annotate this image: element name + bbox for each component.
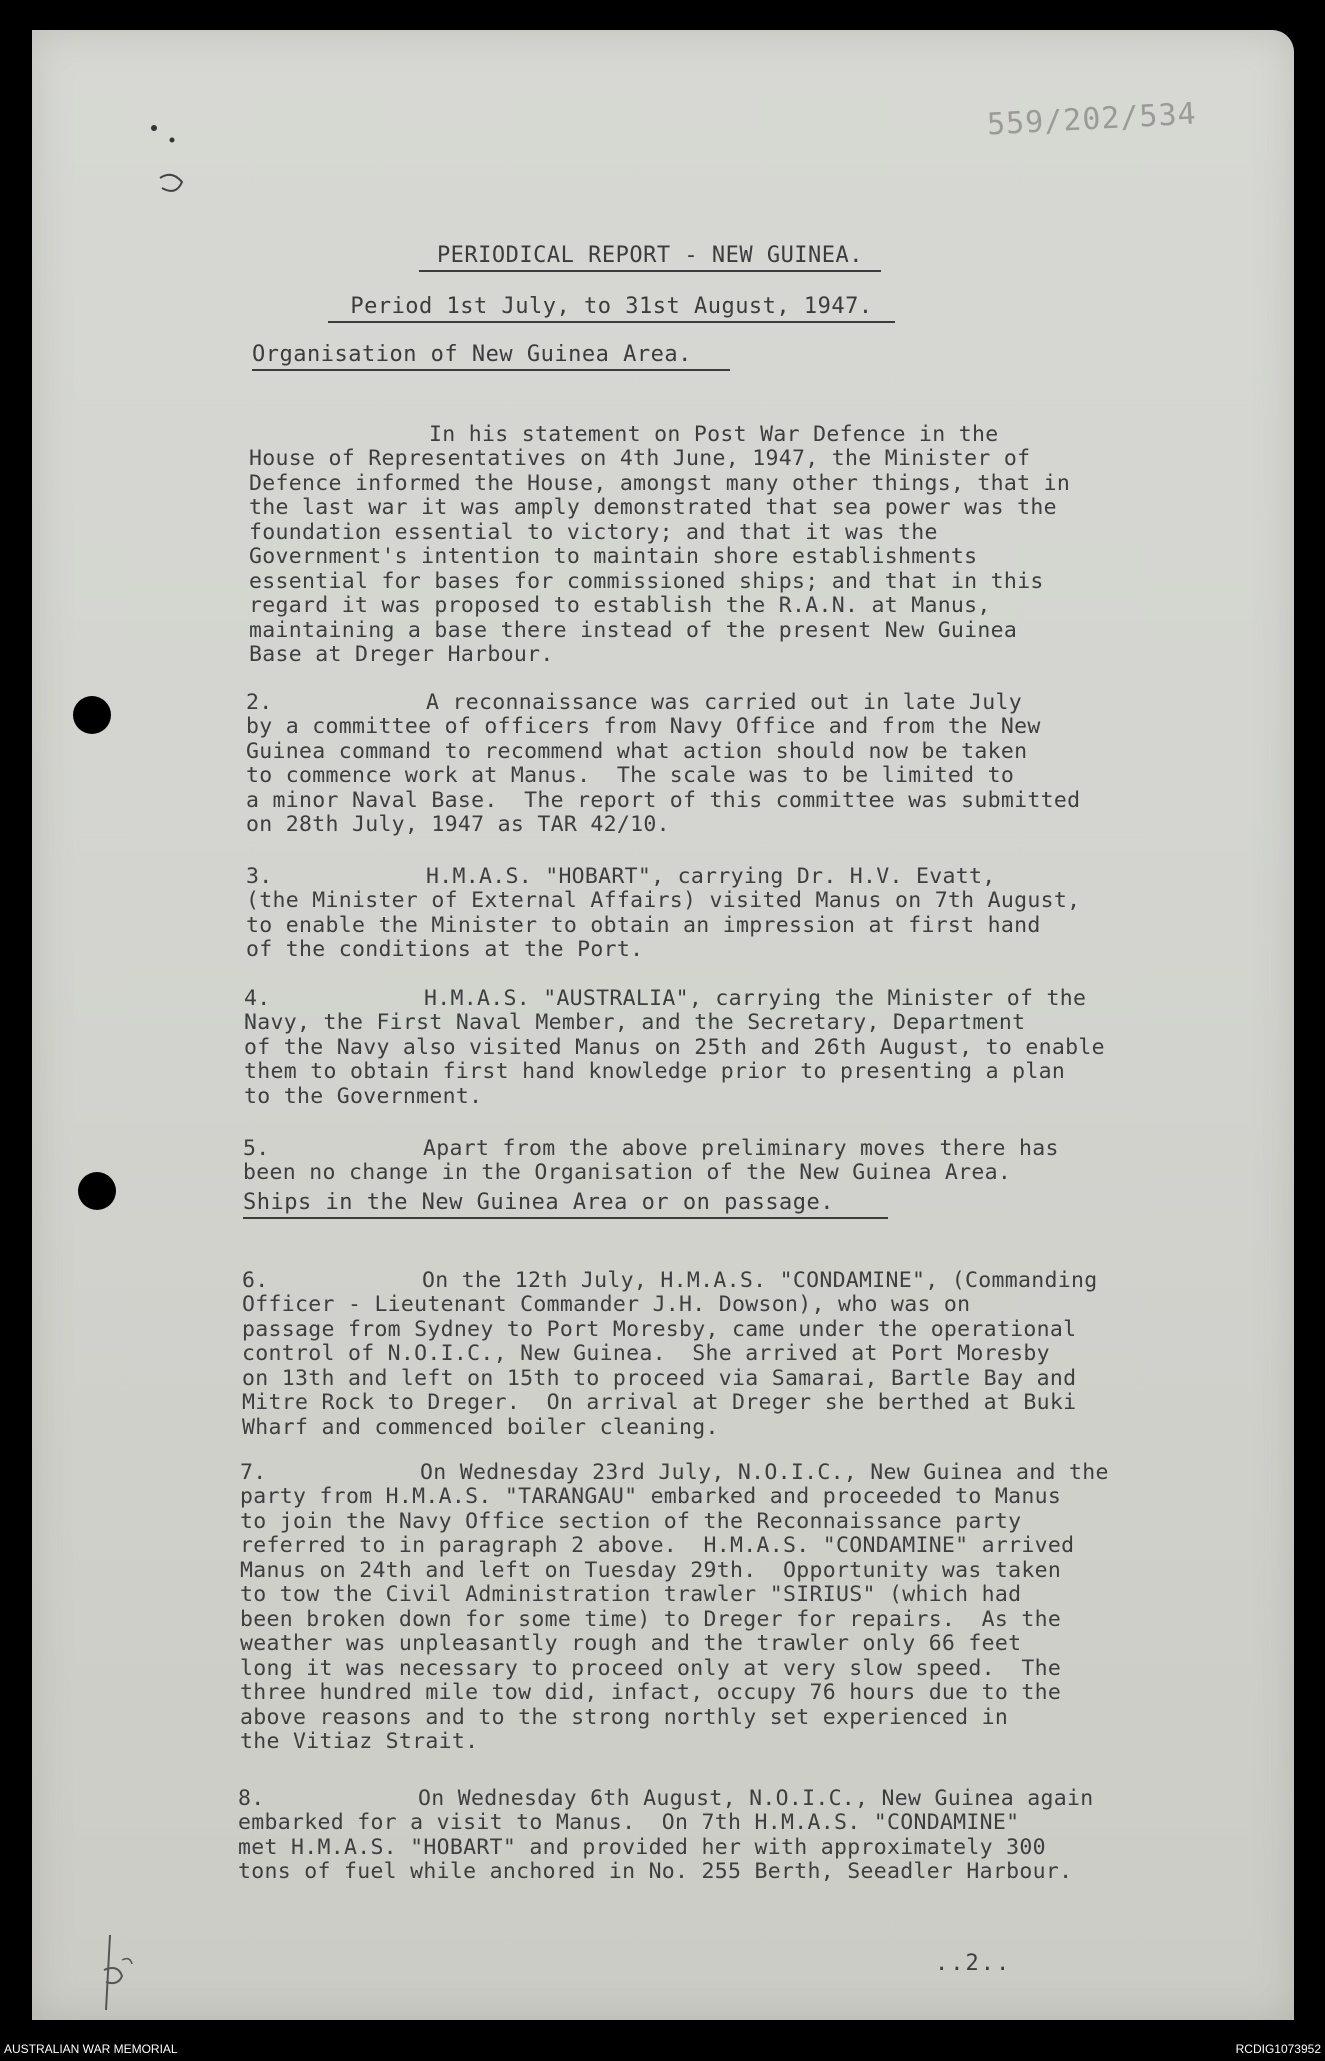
- paragraph-line: Apart from the above preliminary moves there has: [423, 1135, 1059, 1161]
- paragraph-line: to the Government.: [244, 1083, 483, 1109]
- paragraph-line: Base at Dreger Harbour.: [249, 642, 554, 667]
- paragraph-line: Manus on 24th and left on Tuesday 29th. Opportunity was taken: [240, 1557, 1062, 1583]
- report-period: Period 1st July, to 31st August, 1947.: [328, 294, 895, 323]
- paragraph-line: Government's intention to maintain shore establishments: [249, 544, 978, 569]
- paragraph-line: In his statement on Post War Defence in the: [429, 421, 999, 447]
- paragraph-line: control of N.O.I.C., New Guinea. She arrived at Port Moresby: [242, 1341, 1050, 1366]
- paragraph-4: [244, 962, 1105, 1134]
- paragraph-line: Wharf and commenced boiler cleaning.: [242, 1414, 719, 1440]
- paragraph-line: (the Minister of External Affairs) visited Manus on 7th August,: [246, 888, 1081, 913]
- paragraph-line: Guinea command to recommend what action should now be taken: [246, 738, 1028, 764]
- paragraph-line: maintaining a base there instead of the present New Guinea: [249, 617, 1018, 643]
- paragraph-line: weather was unpleasantly rough and the trawler only 66 feet: [240, 1631, 1022, 1656]
- paragraph-line: of the Navy also visited Manus on 25th and 26th August, to enable: [244, 1034, 1105, 1060]
- paragraph-8: [238, 1762, 1093, 1909]
- paragraph-line: met H.M.A.S. "HOBART" and provided her with approximately 300: [238, 1834, 1046, 1860]
- paragraph-line: to tow the Civil Administration trawler "SIRIUS" (which had: [240, 1582, 1022, 1607]
- archive-name: AUSTRALIAN WAR MEMORIAL: [4, 2042, 178, 2056]
- paragraph-line: them to obtain first hand knowledge prior to presenting a plan: [244, 1059, 1066, 1084]
- paragraph-number: 7.: [240, 1459, 267, 1485]
- paragraph-line: a minor Naval Base. The report of this committee was submitted: [246, 787, 1081, 813]
- paragraph-line: been no change in the Organisation of the New Guinea Area.: [243, 1160, 1012, 1185]
- archive-footer-bar: [0, 2037, 1325, 2061]
- paragraph-line: been broken down for some time) to Dreger for repairs. As the: [240, 1606, 1062, 1632]
- paragraph-line: H.M.A.S. "HOBART", carrying Dr. H.V. Evatt,: [426, 863, 996, 889]
- paragraph-line: foundation essential to victory; and that it was the: [249, 519, 938, 545]
- paragraph-line: on 28th July, 1947 as TAR 42/10.: [246, 812, 670, 837]
- paragraph-line: to enable the Minister to obtain an impression at first hand: [246, 912, 1041, 938]
- paragraph-line: Mitre Rock to Dreger. On arrival at Dreger she berthed at Buki: [242, 1390, 1077, 1415]
- paragraph-line: tons of fuel while anchored in No. 255 Berth, Seeadler Harbour.: [238, 1859, 1073, 1884]
- section-heading-organisation: Organisation of New Guinea Area.: [252, 342, 730, 371]
- archive-record-id: RCDIG1073952: [1235, 2042, 1321, 2056]
- paragraph-line: to join the Navy Office section of the Reconnaissance party: [240, 1508, 1022, 1534]
- paragraph-line: of the conditions at the Port.: [246, 937, 644, 962]
- paragraph-line: On Wednesday 23rd July, N.O.I.C., New Guinea and the: [420, 1459, 1109, 1485]
- document-title: PERIODICAL REPORT - NEW GUINEA.: [419, 243, 881, 272]
- paragraph-line: by a committee of officers from Navy Office and from the New: [246, 714, 1041, 739]
- paragraph-line: regard it was proposed to establish the R.A.N. at Manus,: [249, 593, 991, 618]
- paragraph-line: H.M.A.S. "AUSTRALIA", carrying the Minister of the: [424, 985, 1087, 1011]
- paragraph-line: above reasons and to the strong northly set experienced in: [240, 1704, 1009, 1730]
- punch-hole-bottom: [78, 1172, 116, 1210]
- paragraph-1: [249, 398, 1070, 692]
- paragraph-number: 5.: [243, 1135, 270, 1161]
- paragraph-line: embarked for a visit to Manus. On 7th H.M.A.S. "CONDAMINE": [238, 1810, 1020, 1835]
- paragraph-number: 2.: [246, 689, 273, 715]
- paragraph-line: three hundred mile tow did, infact, occupy 76 hours due to the: [240, 1680, 1062, 1705]
- page-continuation: ..2..: [935, 1951, 1012, 1976]
- paragraph-line: party from H.M.A.S. "TARANGAU" embarked and proceeded to Manus: [240, 1484, 1062, 1509]
- paragraph-line: passage from Sydney to Port Moresby, came under the operational: [242, 1316, 1077, 1342]
- paragraph-7: [240, 1436, 1109, 1779]
- pencil-annotation-mark: [100, 1930, 150, 2020]
- paragraph-line: referred to in paragraph 2 above. H.M.A.S. "CONDAMINE" arrived: [240, 1533, 1075, 1558]
- paragraph-line: On the 12th July, H.M.A.S. "CONDAMINE", (Commanding: [422, 1267, 1098, 1293]
- paragraph-number: 8.: [238, 1785, 265, 1811]
- document-page: [32, 30, 1294, 2020]
- paragraph-line: the last war it was amply demonstrated that sea power was the: [249, 495, 1057, 520]
- reference-number: 559/202/534: [986, 96, 1198, 143]
- paragraph-line: to commence work at Manus. The scale was to be limited to: [246, 763, 1015, 788]
- paragraph-line: long it was necessary to proceed only at very slow speed. The: [240, 1655, 1062, 1681]
- ink-smudge-mark: [142, 118, 202, 228]
- paragraph-2: [246, 666, 1080, 862]
- punch-hole-top: [73, 696, 111, 734]
- paragraph-line: essential for bases for commissioned ships; and that in this: [249, 568, 1044, 594]
- paragraph-line: Navy, the First Naval Member, and the Secretary, Department: [244, 1010, 1026, 1035]
- paragraph-line: On Wednesday 6th August, N.O.I.C., New Guinea again: [418, 1785, 1094, 1811]
- paragraph-line: the Vitiaz Strait.: [240, 1729, 479, 1754]
- paragraph-line: A reconnaissance was carried out in late July: [426, 689, 1022, 715]
- paragraph-line: on 13th and left on 15th to proceed via Samarai, Bartle Bay and: [242, 1365, 1077, 1391]
- paragraph-number: 6.: [242, 1267, 269, 1293]
- paragraph-line: Defence informed the House, amongst many other things, that in: [249, 470, 1071, 496]
- paragraph-line: House of Representatives on 4th June, 1947, the Minister of: [249, 446, 1031, 471]
- section-heading-ships: Ships in the New Guinea Area or on passage.: [243, 1190, 888, 1219]
- paragraph-6: [242, 1244, 1097, 1465]
- paragraph-number: 3.: [246, 863, 273, 889]
- paragraph-line: Officer - Lieutenant Commander J.H. Dowson), who was on: [242, 1292, 971, 1317]
- paragraph-number: 4.: [244, 985, 271, 1011]
